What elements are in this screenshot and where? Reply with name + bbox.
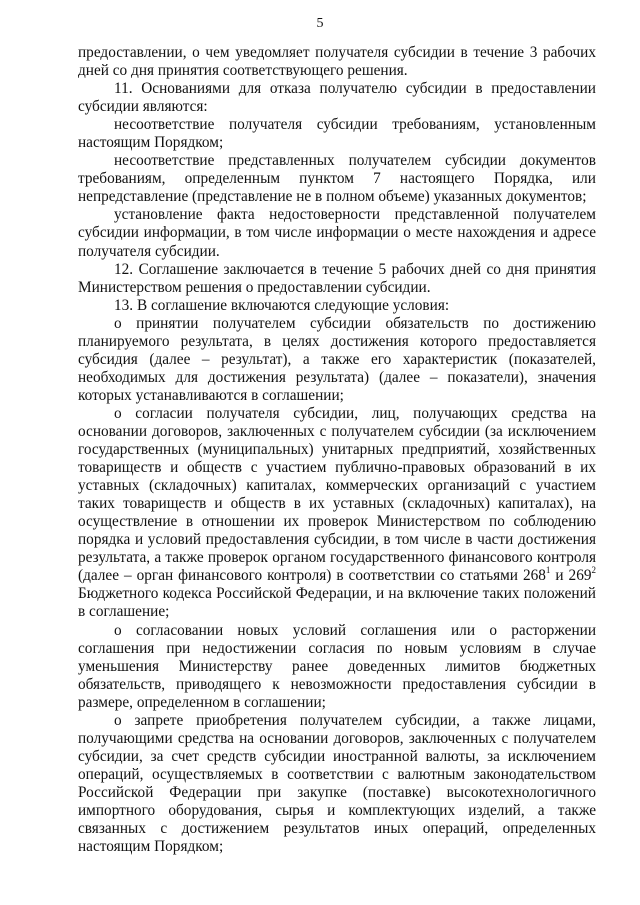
paragraph-continuation: предоставлении, о чем уведомляет получателя субсидии в течение 3 рабочих дней со дня принятия соответствующего решения. xyxy=(78,44,596,80)
condition-currency-ban: о запрете приобретения получателем субсидии, а также лицами, получающими средства на основании договоров, заключенных с получателем субсидии, за счет средств субсидии иностранной валюты, за исключением операций, осуществляемых в соответствии с валютным законодательством Российской Федерации при закупке (поставке) высокотехнологичного импортного оборудования, сырья и комплектующих изделий, а также связанных с достижением результатов иных операций, определенных настоящим Порядком; xyxy=(78,711,596,856)
condition-new-terms: о согласовании новых условий соглашения или о расторжении соглашения при недостижении согласия по новым условиям в случае уменьшения Министерству ранее доведенных лимитов бюджетных обязательств, приводящего к невозможности предоставления субсидии в размере, определенном в соглашении; xyxy=(78,621,596,711)
paragraph-13-conditions: 13. В соглашение включаются следующие условия: xyxy=(114,296,450,314)
paragraph-12-agreement: 12. Соглашение заключается в течение 5 рабочих дней со дня принятия Министерством решения о предоставлении субсидии. xyxy=(78,260,596,296)
page-number: 5 xyxy=(316,16,324,31)
inspection-text-b: и 269 xyxy=(550,567,592,585)
condition-result-obligations: о принятии получателем субсидии обязательств по достижению планируемого результата, в целях достижения которого предоставляется субсидия (далее – результат), а также его характеристик (показателей, необходимых для достижения результата) (далее – показатели), значения которых устанавливаются в соглашении; xyxy=(78,314,596,404)
inspection-text-c: Бюджетного кодекса Российской Федерации, и на включение таких положений в соглашение; xyxy=(78,585,596,621)
list-item-false-information: установление факта недостоверности представленной получателем субсидии информации, в том числе информации о месте нахождения и адресе получателя субсидии. xyxy=(78,206,596,260)
list-item-recipient-mismatch: несоответствие получателя субсидии требованиям, установленным настоящим Порядком; xyxy=(78,116,596,152)
inspection-text-a: о согласии получателя субсидии, лиц, получающих средства на основании договоров, заключенных с получателем субсидии (за исключением государственных (муниципальных) унитарных предприятий, хозяйственных товариществ и обществ с участием публично-правовых образований в их уставных (складочных) капиталах, коммерческих организаций с участием таких товариществ и обществ в их уставных (складочных) капиталах), на осуществление в отношении их проверок Министерством по соблюдению порядка и условий предоставления субсидии, в том числе в части достижения результата, а также проверок органом государственного финансового контроля (далее – орган финансового контроля) в соответствии со статьями 268 xyxy=(78,404,596,585)
footnote-sup-1: 1 xyxy=(545,565,551,576)
paragraph-11-refusal-grounds: 11. Основаниями для отказа получателю субсидии в предоставлении субсидии являются: xyxy=(78,80,596,116)
footnote-sup-2: 2 xyxy=(591,565,596,576)
list-item-documents-mismatch: несоответствие представленных получателем субсидии документов требованиям, определенным пунктом 7 настоящего Порядка, или непредставление (представление не в полном объеме) указанных документов; xyxy=(78,152,596,206)
document-body xyxy=(78,44,596,856)
condition-inspection-consent xyxy=(78,405,596,622)
